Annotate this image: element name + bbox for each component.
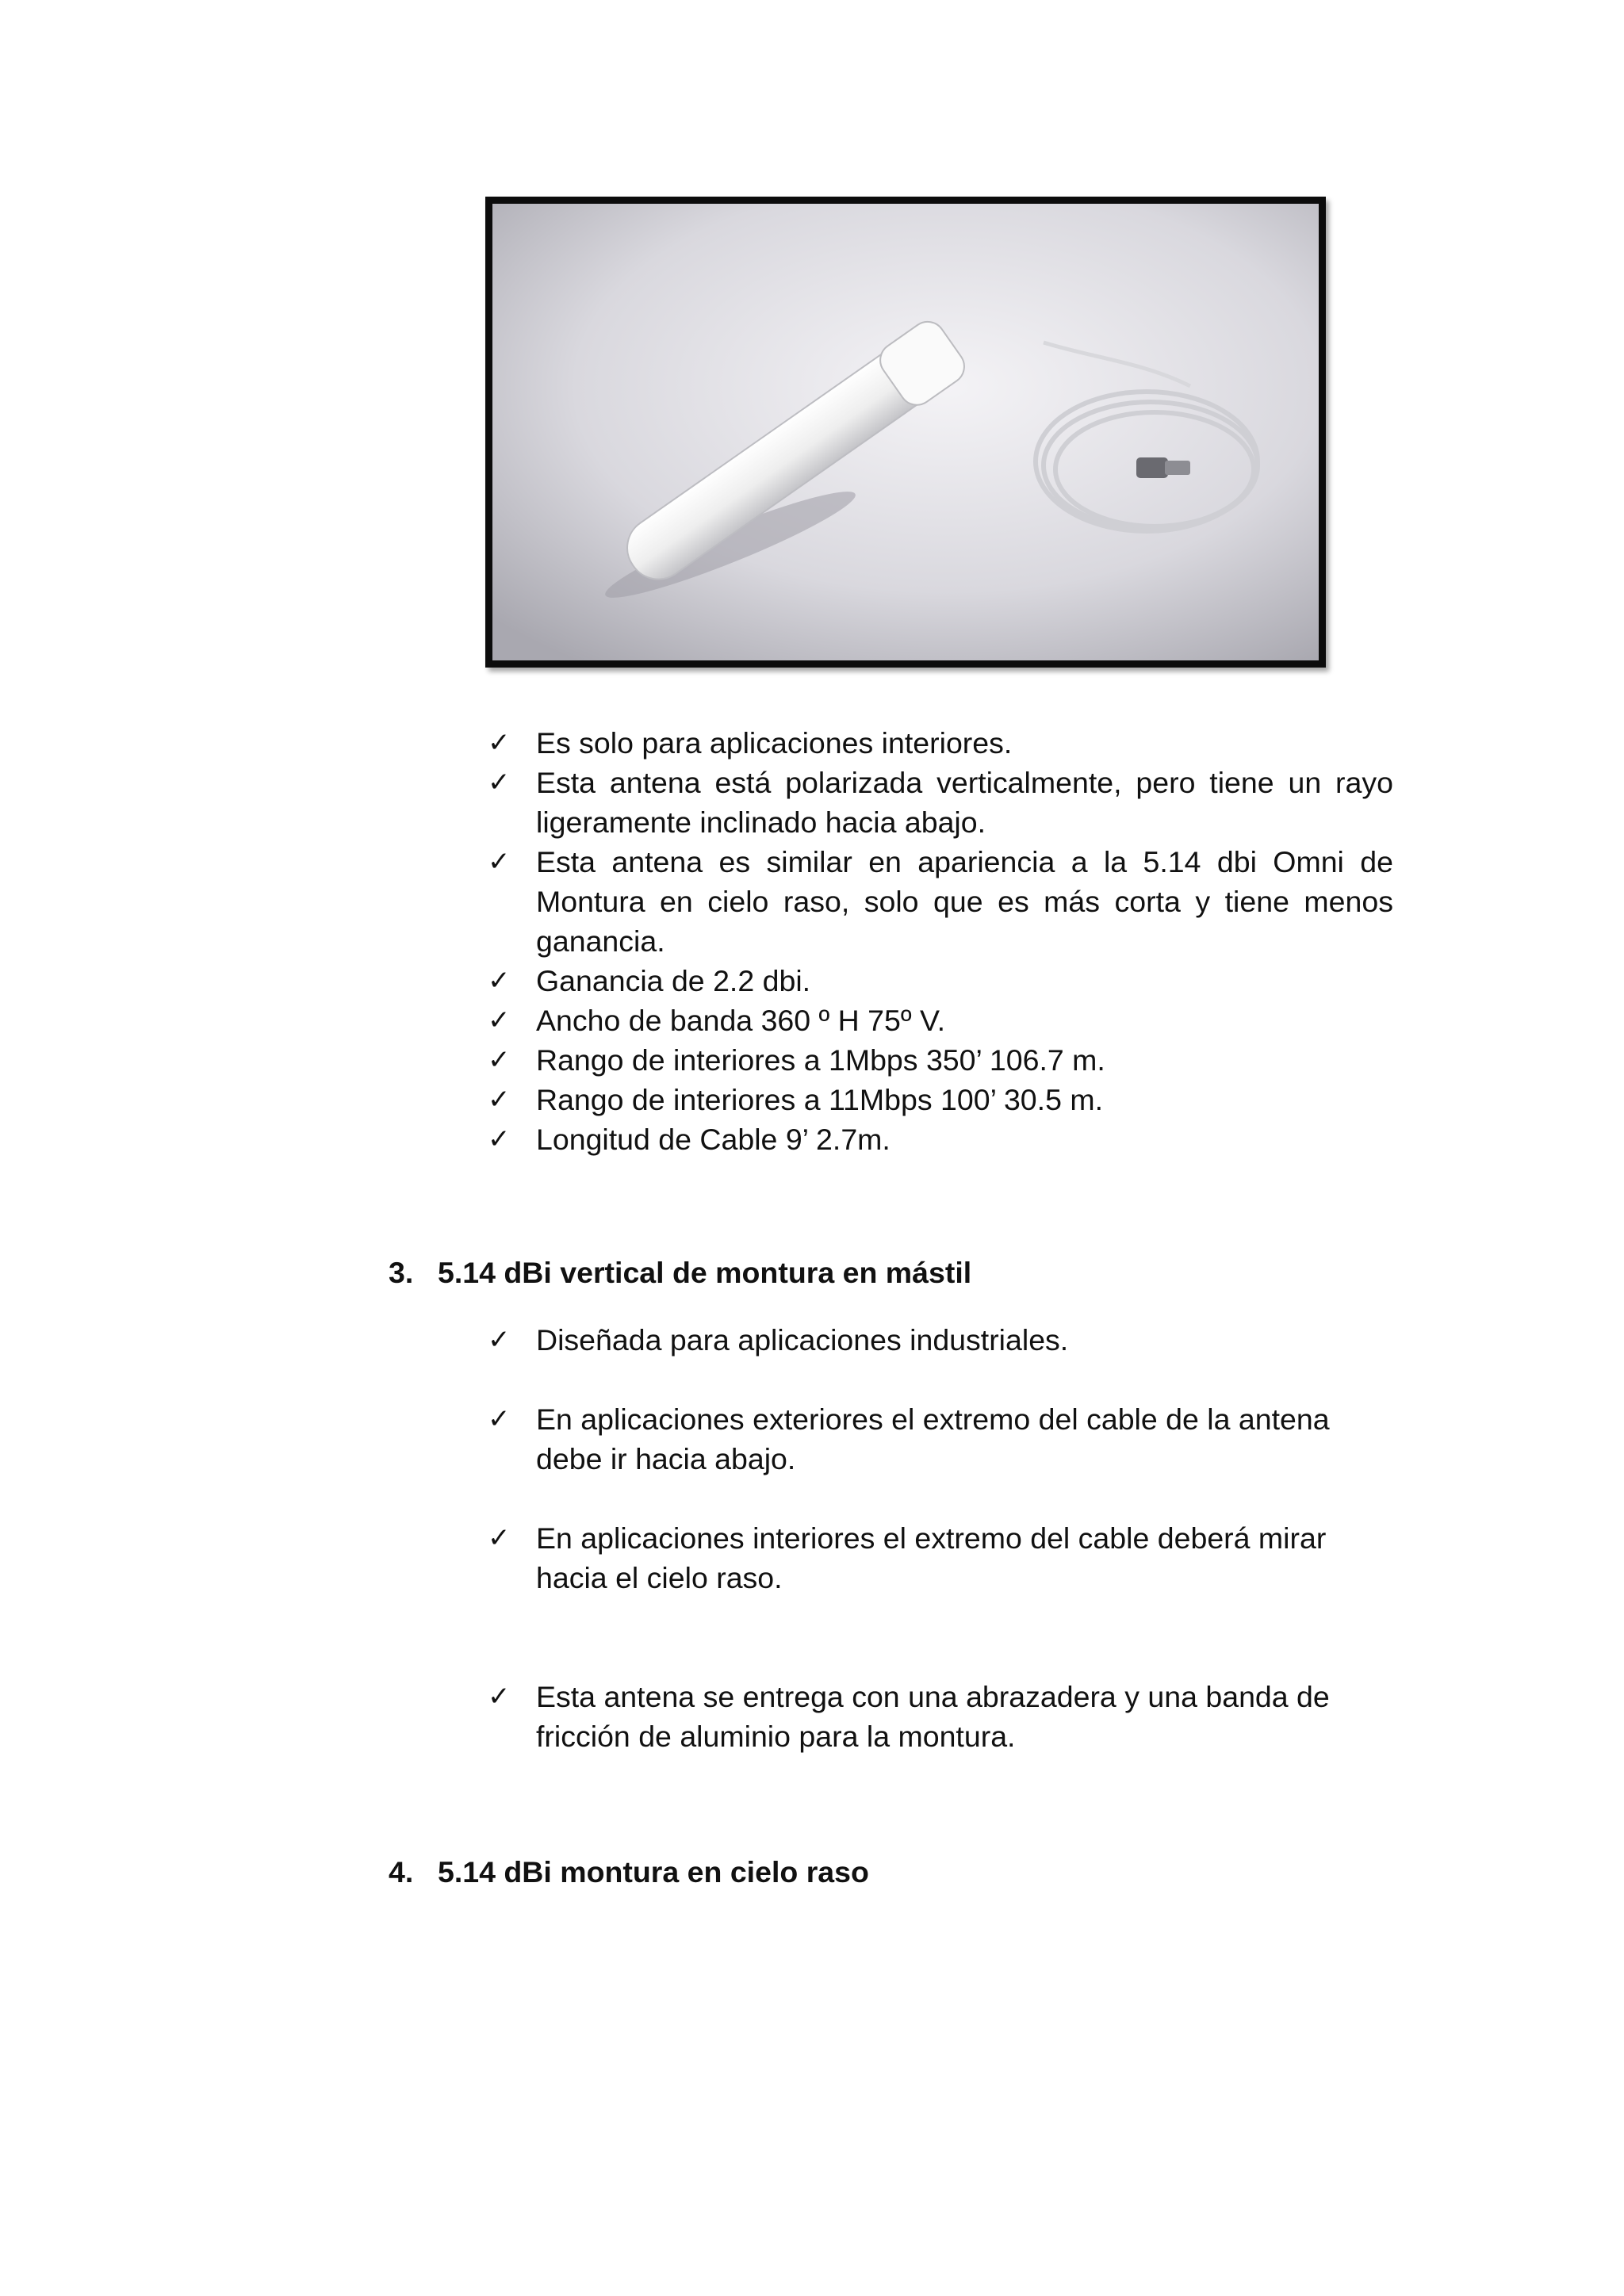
list-item: ✓ Rango de interiores a 11Mbps 100’ 30.5 m. (485, 1080, 1393, 1119)
checkmark-icon: ✓ (488, 965, 511, 997)
checkmark-icon: ✓ (488, 1324, 511, 1356)
list-item: ✓ Esta antena se entrega con una abrazadera y una banda de fricción de aluminio para la montura. (485, 1677, 1393, 1756)
list-item: ✓ Longitud de Cable 9’ 2.7m. (485, 1119, 1393, 1159)
section-4-heading (389, 1852, 869, 1892)
list-item: ✓ Ancho de banda 360 º H 75º V. (485, 1001, 1393, 1040)
list-item: ✓ Rango de interiores a 1Mbps 350’ 106.7 m. (485, 1040, 1393, 1080)
section-title: 5.14 dBi vertical de montura en mástil (438, 1256, 972, 1289)
list-item: ✓ Ganancia de 2.2 dbi. (485, 961, 1393, 1001)
section-title: 5.14 dBi montura en cielo raso (438, 1855, 869, 1888)
antenna-photo (485, 197, 1326, 668)
list-item: ✓ En aplicaciones interiores el extremo del cable deberá mirar hacia el cielo raso. (485, 1518, 1393, 1598)
checkmark-icon: ✓ (488, 846, 511, 878)
checkmark-icon: ✓ (488, 1084, 511, 1115)
list-item: ✓ Es solo para aplicaciones interiores. (485, 723, 1393, 763)
checkmark-icon: ✓ (488, 1403, 511, 1435)
list-item: ✓ Esta antena está polarizada verticalmente, pero tiene un rayo ligeramente inclinado hacia abajo. (485, 763, 1393, 842)
checkmark-icon: ✓ (488, 1004, 511, 1036)
checkmark-icon: ✓ (488, 1522, 511, 1554)
list-item: ✓ Esta antena es similar en apariencia a la 5.14 dbi Omni de Montura en cielo raso, solo que es más corta y tiene menos ganancia. (485, 842, 1393, 961)
section-number: 3. (389, 1256, 414, 1289)
section-3-heading (389, 1253, 971, 1292)
section-3-features-list (485, 1320, 1393, 1756)
section-number: 4. (389, 1855, 414, 1888)
checkmark-icon: ✓ (488, 1044, 511, 1076)
list-item: ✓ En aplicaciones exteriores el extremo del cable de la antena debe ir hacia abajo. (485, 1399, 1393, 1479)
antenna-illustration (492, 204, 1319, 660)
checkmark-icon: ✓ (488, 767, 511, 798)
checkmark-icon: ✓ (488, 1681, 511, 1712)
checkmark-icon: ✓ (488, 727, 511, 759)
list-item: ✓ Diseñada para aplicaciones industriales. (485, 1320, 1393, 1360)
antenna-features-list (485, 723, 1393, 1159)
checkmark-icon: ✓ (488, 1123, 511, 1155)
